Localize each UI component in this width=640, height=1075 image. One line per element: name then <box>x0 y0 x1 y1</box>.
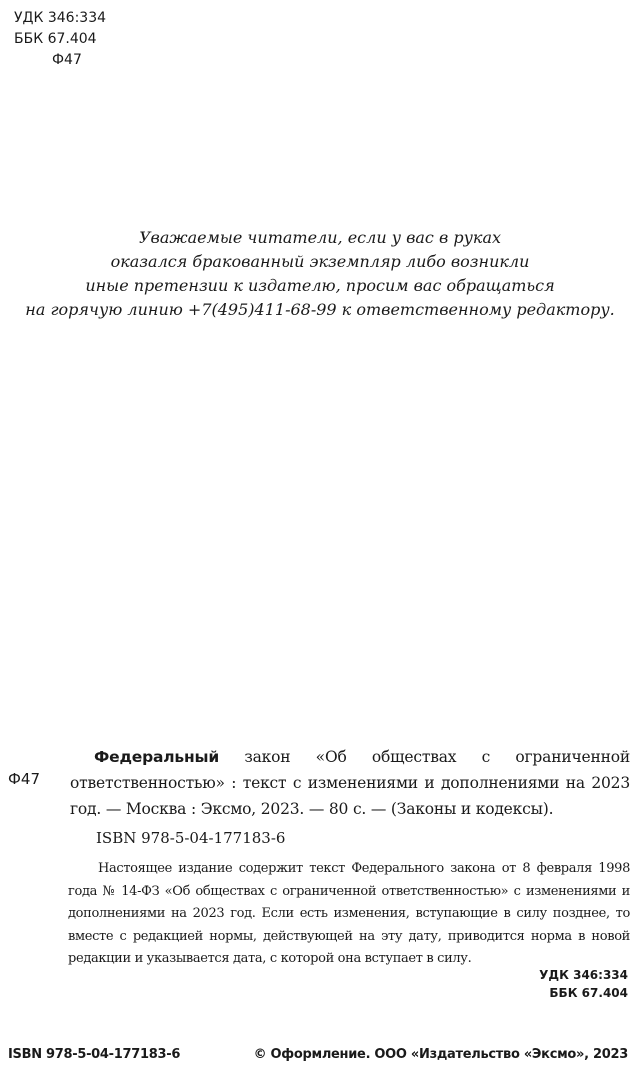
annotation: Настоящее издание содержит текст Федерального закона от 8 февраля 1998 года № 14-ФЗ «Об обществах с ограниченной ответственностью» с изменениями и дополнениями на 2023 год. Если есть изменения, вступающие в силу позднее, то вместе с редакцией нормы, действующей на эту дату, приводится норма в новой редакции и указывается дата, с которой она вступает в силу. <box>68 861 630 966</box>
bibliographic-description <box>70 744 630 822</box>
top-classification-codes <box>14 8 106 71</box>
reader-notice <box>0 226 640 322</box>
notice-line: на горячую линию +7(495)411-68-99 к ответственному редактору. <box>25 300 615 319</box>
udk-code: УДК 346:334 <box>14 10 107 26</box>
title-bold-word: Федеральный <box>94 748 220 766</box>
bottom-classification-codes <box>539 966 628 1002</box>
bibliographic-text: закон «Об обществах с ограниченной ответственностью» : текст с изменениями и дополнениями на 2023 год. — Москва : Эксмо, 2023. — 80 с. — (Законы и кодексы). <box>70 748 631 818</box>
notice-line: иные претензии к издателю, просим вас обращаться <box>85 276 555 295</box>
udk-code: УДК 346:334 <box>539 968 628 982</box>
catalog-isbn: ISBN 978-5-04-177183-6 <box>96 829 286 847</box>
bbk-code: ББК 67.404 <box>14 31 97 47</box>
catalog-author-sign: Ф47 <box>8 770 40 788</box>
footer-copyright: © Оформление. ООО «Издательство «Эксмо», 2023 <box>253 1047 628 1062</box>
author-sign: Ф47 <box>52 52 82 68</box>
bbk-code: ББК 67.404 <box>549 986 628 1000</box>
notice-line: Уважаемые читатели, если у вас в руках <box>138 228 502 247</box>
footer-isbn: ISBN 978-5-04-177183-6 <box>8 1047 181 1062</box>
footer <box>8 1047 628 1062</box>
notice-line: оказался бракованный экземпляр либо возникли <box>110 252 530 271</box>
